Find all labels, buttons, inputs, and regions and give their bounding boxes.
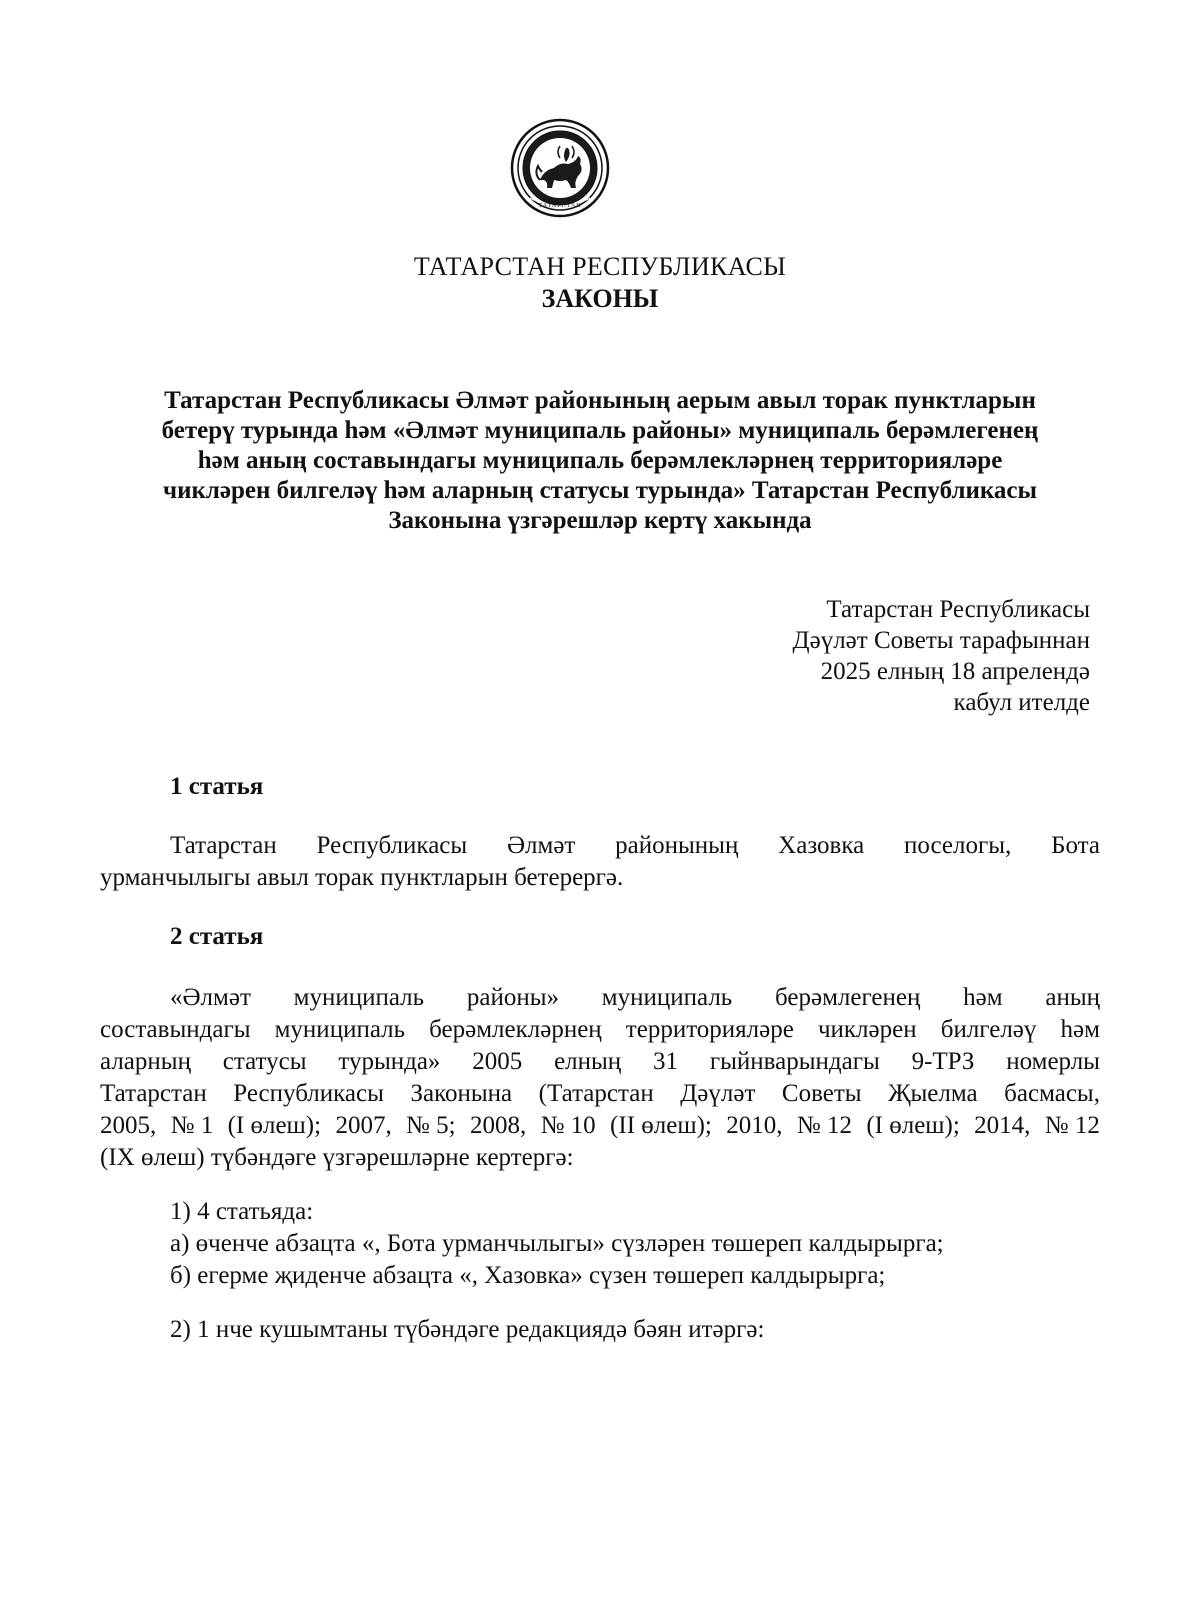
- word: Законына: [410, 1080, 513, 1107]
- word: 2008,: [469, 1112, 527, 1139]
- item-label: 1) 4 статьяда:: [170, 1198, 314, 1225]
- word: һәм: [1060, 1016, 1100, 1043]
- word: аларның: [100, 1048, 191, 1075]
- justified-line: [100, 1046, 1100, 1078]
- title-line: һәм аның составындагы муниципаль берәмлекләрнең территорияләре: [197, 447, 1003, 474]
- word: «Әлмәт: [170, 984, 251, 1011]
- justified-line: [100, 1014, 1100, 1046]
- word: Республикасы: [233, 1080, 384, 1107]
- paragraph-last-line: (IX өлеш) түбәндәге үзгәрешләрне кертергә:: [100, 1144, 574, 1171]
- word: территорияләре: [625, 1016, 794, 1043]
- word: (II өлеш);: [610, 1112, 712, 1139]
- word: муниципаль: [274, 1016, 406, 1043]
- word: турында»: [338, 1048, 441, 1075]
- word: басмасы,: [1004, 1080, 1100, 1107]
- word: статусы: [222, 1048, 307, 1075]
- paragraph-last-line: урманчылыгы авыл торак пунктларын бетерергә.: [100, 864, 624, 891]
- word: 2014,: [974, 1112, 1031, 1139]
- word: Советы: [781, 1080, 862, 1107]
- word: (I өлеш);: [227, 1112, 322, 1139]
- justified-line: [100, 1110, 1100, 1142]
- article-1-paragraph: [100, 830, 1100, 894]
- amendment-item-2: [170, 1314, 764, 1346]
- word: һәм: [963, 984, 1003, 1011]
- item-subpoint-b: б) егерме җиденче абзацта «, Хазовка» сүзен төшереп калдырырга;: [170, 1262, 886, 1289]
- justified-line: [100, 830, 1100, 862]
- item-subpoint-a: а) өченче абзацта «, Бота урманчылыгы» сүзләрен төшереп калдырырга;: [170, 1230, 944, 1257]
- word: (Татарстан: [538, 1080, 654, 1107]
- word: районының: [615, 832, 739, 859]
- word: 9-ТРЗ: [911, 1048, 975, 1075]
- word: № 5;: [406, 1112, 456, 1139]
- word: районы»: [466, 984, 560, 1011]
- adoption-note: [793, 594, 1090, 718]
- word: Татарстан: [100, 1080, 207, 1107]
- adoption-line: Татарстан Республикасы: [826, 596, 1090, 623]
- amendment-item-1: [170, 1196, 944, 1292]
- title-line: бетерү турында һәм «Әлмәт муниципаль районы» муниципаль берәмлегенең: [161, 417, 1039, 444]
- adoption-line: 2025 елның 18 апрелендә: [820, 658, 1090, 685]
- word: аның: [1045, 984, 1100, 1011]
- adoption-line: кабул ителде: [953, 689, 1090, 716]
- word: муниципаль: [601, 984, 733, 1011]
- word: чикләрен: [817, 1016, 917, 1043]
- word: составындагы: [100, 1016, 251, 1043]
- word: 2005,: [100, 1112, 157, 1139]
- word: Бота: [1051, 832, 1100, 859]
- word: берәмлекләрнең: [429, 1016, 602, 1043]
- law-heading: ЗАКОНЫ: [541, 284, 659, 313]
- word: 2010,: [726, 1112, 783, 1139]
- word: поселогы,: [904, 832, 1012, 859]
- justified-line: [100, 1078, 1100, 1110]
- word: билгеләү: [940, 1016, 1037, 1043]
- word: № 10: [540, 1112, 596, 1139]
- word: 2007,: [335, 1112, 392, 1139]
- word: 31: [653, 1048, 679, 1075]
- law-title: [100, 386, 1100, 536]
- article-1-heading: 1 статья: [170, 773, 264, 800]
- republic-heading: ТАТАРСТАН РЕСПУБЛИКАСЫ: [413, 252, 787, 281]
- word: номерлы: [1006, 1048, 1100, 1075]
- justified-line: [100, 982, 1100, 1014]
- word: № 1: [170, 1112, 214, 1139]
- word: 2005: [472, 1048, 523, 1075]
- title-line: Татарстан Республикасы Әлмәт районының аерым авыл торак пунктларын: [164, 387, 1036, 414]
- word: (I өлеш);: [866, 1112, 960, 1139]
- word: берәмлегенең: [775, 984, 921, 1011]
- word: № 12: [796, 1112, 852, 1139]
- word: № 12: [1044, 1112, 1100, 1139]
- title-line: Законына үзгәрешләр кертү хакында: [388, 507, 812, 534]
- adoption-line: Дәүләт Советы тарафыннан: [792, 627, 1090, 654]
- emblem-ring-text: ТАТАРСТАН: [538, 203, 582, 209]
- word: гыйнварындагы: [709, 1048, 880, 1075]
- word: Хазовка: [778, 832, 865, 859]
- item-label: 2) 1 нче кушымтаны түбәндәге редакциядә бәян итәргә:: [170, 1316, 765, 1343]
- word: Әлмәт: [506, 832, 576, 859]
- title-line: чикләрен билгеләү һәм аларның статусы турында» Татарстан Республикасы: [162, 477, 1038, 504]
- word: Республикасы: [316, 832, 468, 859]
- word: Дәүләт: [680, 1080, 756, 1107]
- article-2-heading: 2 статья: [170, 923, 264, 950]
- word: муниципаль: [293, 984, 425, 1011]
- word: Җыелма: [888, 1080, 978, 1107]
- article-2-paragraph: [100, 982, 1100, 1174]
- word: Татарстан: [170, 832, 277, 859]
- word: елның: [554, 1048, 622, 1075]
